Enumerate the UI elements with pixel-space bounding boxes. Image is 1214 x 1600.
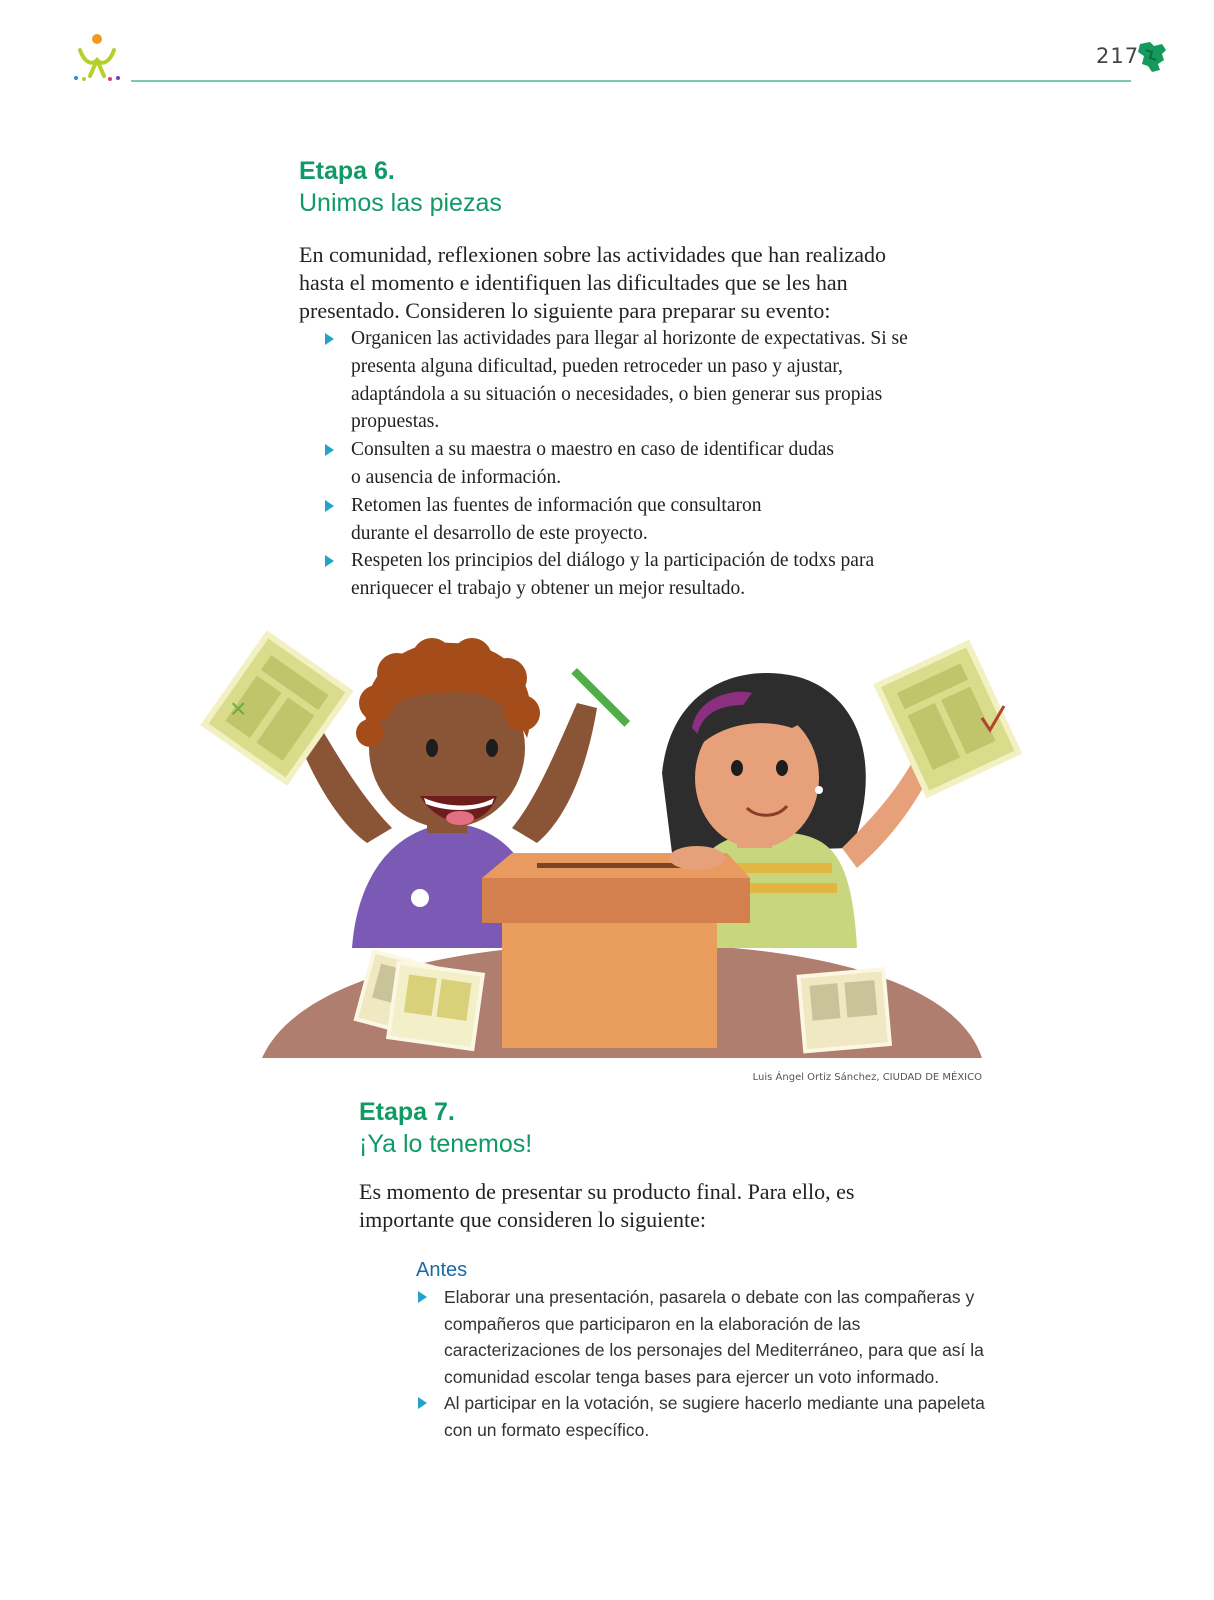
- table-ballot-2: [388, 963, 483, 1049]
- stage-6-section: [299, 155, 919, 603]
- stage-7-title: Etapa 7.: [359, 1098, 455, 1126]
- stage-6-title: Etapa 6.: [299, 157, 395, 185]
- stage-7-subtitle: ¡Ya lo tenemos!: [359, 1130, 533, 1158]
- list-item: [416, 1390, 991, 1443]
- svg-text:×: ×: [230, 693, 247, 724]
- illustration-credit: Luis Ángel Ortiz Sánchez, CIUDAD DE MÉXICO: [752, 1072, 982, 1083]
- bullet-text: Al participar en la votación, se sugiere hacerlo mediante una papeleta con un formato específico.: [444, 1393, 985, 1440]
- bullet-arrow-icon: [325, 555, 334, 567]
- list-item: [325, 436, 841, 492]
- bullet-arrow-icon: [418, 1397, 427, 1409]
- stage-7-section: [359, 1096, 989, 1443]
- stage-6-intro: En comunidad, reflexionen sobre las actividades que han realizado hasta el momento e identifiquen las dificultades que se les han presentado. Consideren lo siguiente para preparar su evento:: [299, 242, 887, 323]
- table-ballot-3: [799, 969, 890, 1051]
- bullet-text: Retomen las fuentes de información que consultaron durante el desarrollo de este proyecto.: [351, 494, 762, 544]
- list-item: [325, 325, 910, 436]
- header-rule: [131, 80, 1131, 82]
- bullet-text: Respeten los principios del diálogo y la participación de todxs para enriquecer el trabajo y obtener un mejor resultado.: [351, 550, 875, 600]
- list-item: [325, 492, 821, 548]
- bullet-text: Elaborar una presentación, pasarela o debate con las compañeras y compañeros que participaron en la elaboración de las caracterizaciones de los personajes del Mediterráneo, para que así la comunidad escolar tenga bases para ejercer un voto informado.: [444, 1287, 984, 1387]
- stage-7-bullet-list: [416, 1284, 991, 1443]
- bullet-text: Organicen las actividades para llegar al horizonte de expectativas. Si se presenta alguna dificultad, pueden retroceder un paso y ajustar, adaptándola a su situación o necesidades, o bien generar sus propias propuestas.: [351, 328, 908, 433]
- bullet-arrow-icon: [325, 333, 334, 345]
- list-item: [325, 547, 910, 603]
- page-number: 217: [1096, 44, 1140, 68]
- stage-6-subtitle: Unimos las piezas: [299, 189, 502, 217]
- stage-6-bullet-list: [325, 325, 910, 603]
- bullet-text: Consulten a su maestra o maestro en caso de identificar dudas o ausencia de información.: [351, 439, 835, 488]
- antes-heading: Antes: [416, 1259, 468, 1281]
- book-logo-icon: [70, 30, 128, 86]
- voting-children-illustration: [192, 618, 1038, 1063]
- list-item: [416, 1284, 991, 1390]
- mexico-map-icon: [1136, 40, 1168, 74]
- ballot-box: [482, 846, 750, 1048]
- bullet-arrow-icon: [325, 444, 334, 456]
- stage-7-intro: Es momento de presentar su producto final. Para ello, es importante que consideren lo siguiente:: [359, 1179, 855, 1232]
- bullet-arrow-icon: [325, 500, 334, 512]
- bullet-arrow-icon: [418, 1291, 427, 1303]
